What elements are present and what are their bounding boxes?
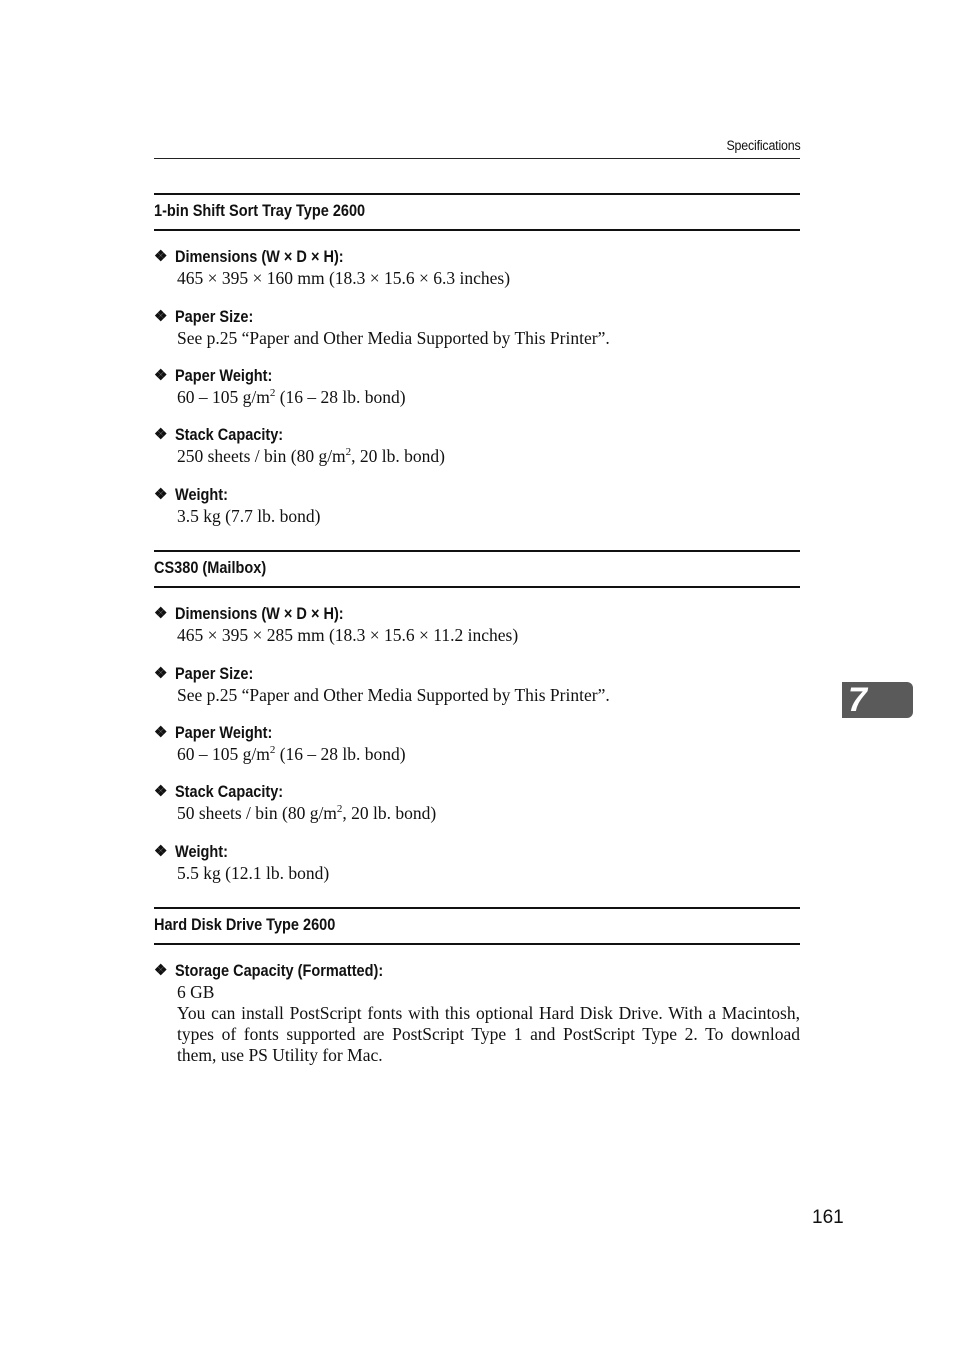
spec-label: Paper Size: [175,308,254,326]
spec-item-paper-size [154,306,800,349]
diamond-bullet-icon: ❖ [154,367,168,384]
section-title: CS380 (Mailbox) [154,559,267,577]
diamond-bullet-icon: ❖ [154,248,168,265]
section-heading-mailbox [154,550,800,588]
spec-item-stack-capacity [154,424,800,467]
spec-value: See p.25 “Paper and Other Media Supported by This Printer”. [177,685,610,705]
spec-label: Storage Capacity (Formatted): [175,962,384,980]
spec-label: Weight: [175,486,228,504]
spec-label: Dimensions (W × D × H): [175,248,344,266]
spec-item-stack-capacity [154,781,800,824]
page-number: 161 [812,1207,844,1228]
spec-label: Stack Capacity: [175,783,284,801]
chapter-tab [842,682,913,718]
diamond-bullet-icon: ❖ [154,724,168,741]
diamond-bullet-icon: ❖ [154,426,168,443]
spec-label: Paper Size: [175,665,254,683]
diamond-bullet-icon: ❖ [154,843,168,860]
spec-value: 60 – 105 $g/m^2$ (16 – 28 lb. bond) [177,744,406,764]
diamond-bullet-icon: ❖ [154,665,168,682]
spec-value: See p.25 “Paper and Other Media Supported by This Printer”. [177,328,610,348]
spec-label: Dimensions (W × D × H): [175,605,344,623]
spec-value: 6 GB [177,982,215,1002]
diamond-bullet-icon: ❖ [154,486,168,503]
spec-value: 3.5 kg (7.7 lb. bond) [177,506,321,526]
section-title: Hard Disk Drive Type 2600 [154,916,336,934]
spec-label: Stack Capacity: [175,426,284,444]
spec-value: 465 × 395 × 285 mm (18.3 × 15.6 × 11.2 inches) [177,625,519,645]
diamond-bullet-icon: ❖ [154,605,168,622]
spec-value: 250 sheets / bin (80 $g/m^2$, 20 lb. bond) [177,446,445,466]
spec-item-weight [154,484,800,527]
spec-label: Paper Weight: [175,367,273,385]
diamond-bullet-icon: ❖ [154,308,168,325]
diamond-bullet-icon: ❖ [154,962,168,979]
spec-item-paper-weight [154,722,800,765]
section-heading-hard-disk [154,907,800,945]
spec-value: 50 sheets / bin (80 $g/m^2$, 20 lb. bond) [177,803,437,823]
spec-item-storage-capacity [154,960,800,1066]
section-heading-shift-sort-tray [154,193,800,231]
spec-label: Paper Weight: [175,724,273,742]
running-header: Specifications [725,138,800,153]
spec-value: 465 × 395 × 160 mm (18.3 × 15.6 × 6.3 inches) [177,268,511,288]
section-title: 1-bin Shift Sort Tray Type 2600 [154,202,366,220]
header-rule [154,158,800,159]
spec-value: 5.5 kg (12.1 lb. bond) [177,863,330,883]
spec-item-paper-weight [154,365,800,408]
spec-note: You can install PostScript fonts with this optional Hard Disk Drive. With a Macintosh, types of fonts supported are PostScript Type 1 and PostScript Type 2. To download them, use PS Utility for Mac. [177,1003,800,1065]
spec-item-weight [154,841,800,884]
spec-label: Weight: [175,843,228,861]
spec-value: 60 – 105 $g/m^2$ (16 – 28 lb. bond) [177,387,406,407]
chapter-number: 7 [848,681,867,719]
diamond-bullet-icon: ❖ [154,783,168,800]
spec-item-paper-size [154,663,800,706]
spec-item-dimensions [154,246,800,289]
spec-item-dimensions [154,603,800,646]
